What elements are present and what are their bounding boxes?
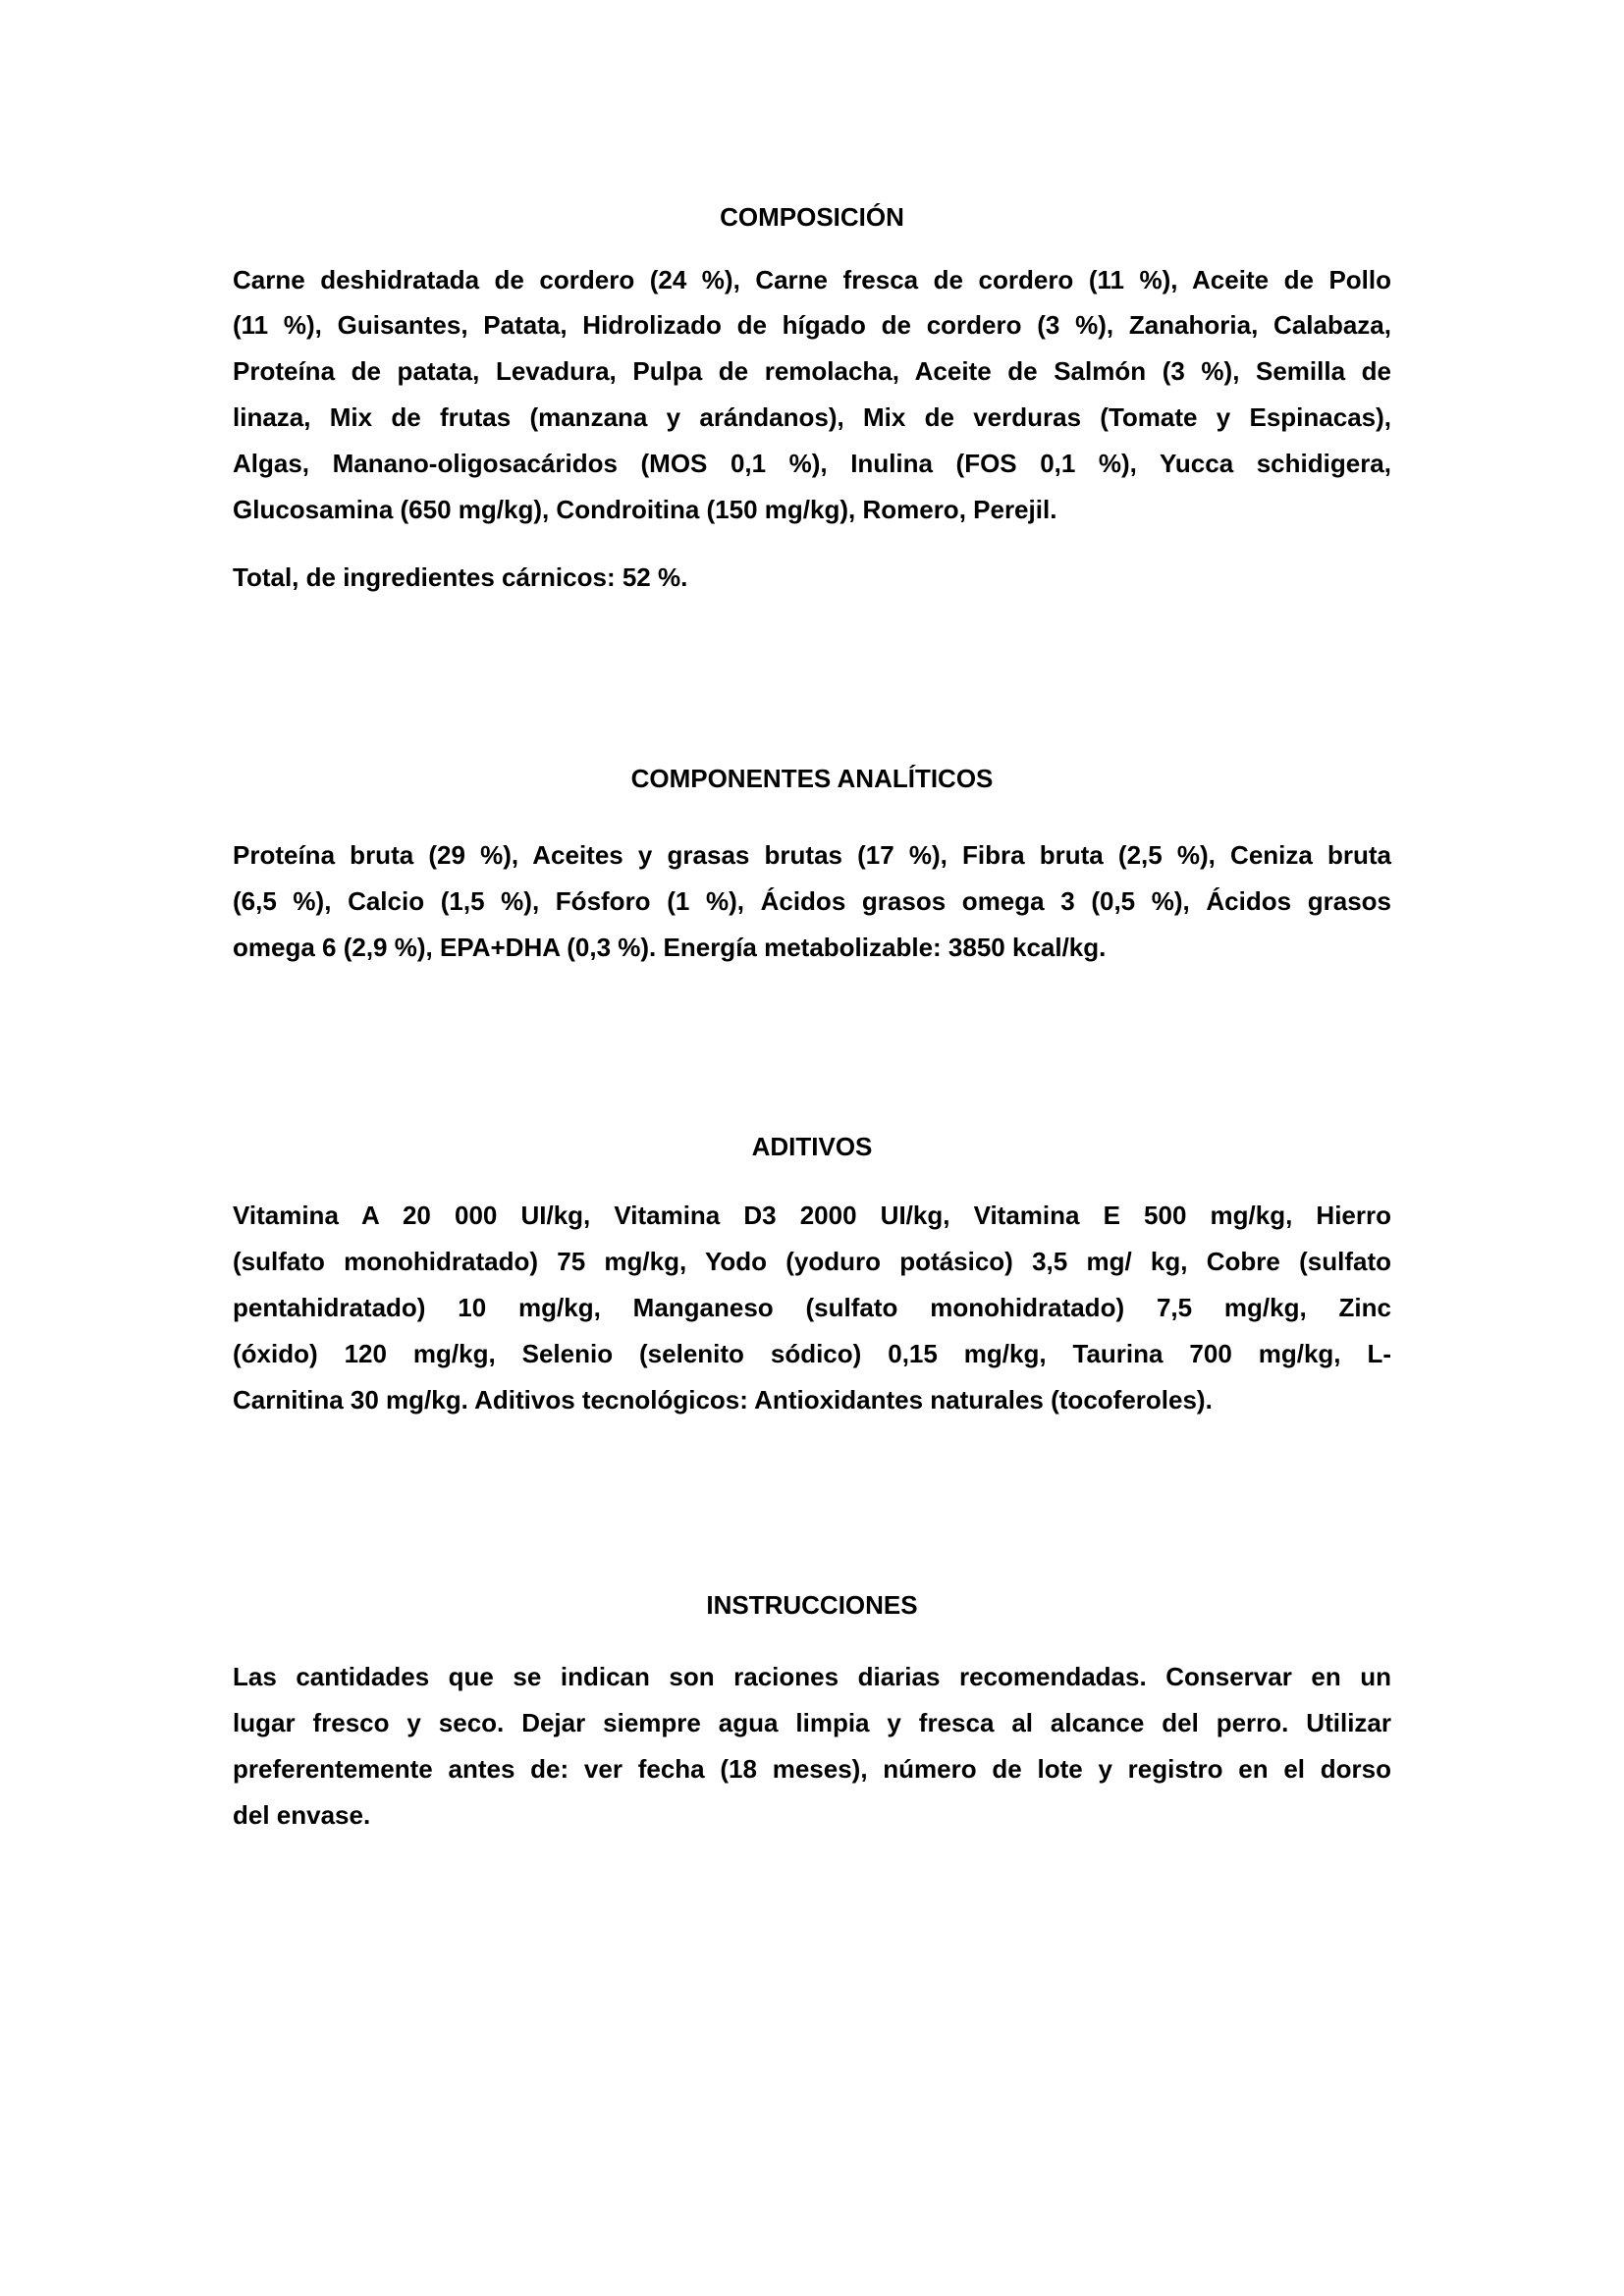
paragraph-line: Carnitina 30 mg/kg. Aditivos tecnológicos: Antioxidantes naturales (tocoferoles).: [233, 1385, 1213, 1415]
paragraph-line: Algas, Manano-oligosacáridos (MOS 0,1 %), Inulina (FOS 0,1 %), Yucca schidigera,: [233, 449, 1391, 478]
paragraph-line: del envase.: [233, 1800, 371, 1830]
paragraph-line: Vitamina A 20 000 UI/kg, Vitamina D3 2000 UI/kg, Vitamina E 500 mg/kg, Hierro: [233, 1201, 1391, 1230]
section-heading-componentes-analiticos: COMPONENTES ANALÍTICOS: [630, 764, 994, 793]
paragraph-line: linaza, Mix de frutas (manzana y arándanos), Mix de verduras (Tomate y Espinacas),: [233, 402, 1391, 432]
paragraph-line: Proteína de patata, Levadura, Pulpa de remolacha, Aceite de Salmón (3 %), Semilla de: [233, 356, 1391, 386]
paragraph-line: Carne deshidratada de cordero (24 %), Carne fresca de cordero (11 %), Aceite de Pollo: [233, 265, 1391, 294]
paragraph-line: omega 6 (2,9 %), EPA+DHA (0,3 %). Energía metabolizable: 3850 kcal/kg.: [233, 933, 1107, 962]
paragraph-line: preferentemente antes de: ver fecha (18 meses), número de lote y registro en el dorso: [233, 1754, 1391, 1784]
paragraph-line: Proteína bruta (29 %), Aceites y grasas brutas (17 %), Fibra bruta (2,5 %), Ceniza bruta: [233, 840, 1391, 870]
paragraph-line: (6,5 %), Calcio (1,5 %), Fósforo (1 %), Ácidos grasos omega 3 (0,5 %), Ácidos grasos: [233, 886, 1391, 916]
paragraph-line: (sulfato monohidratado) 75 mg/kg, Yodo (yoduro potásico) 3,5 mg/ kg, Cobre (sulfato: [233, 1247, 1391, 1276]
section-heading-aditivos: ADITIVOS: [751, 1132, 873, 1161]
paragraph-line: (óxido) 120 mg/kg, Selenio (selenito sódico) 0,15 mg/kg, Taurina 700 mg/kg, L-: [233, 1339, 1391, 1368]
paragraph-line: lugar fresco y seco. Dejar siempre agua limpia y fresca al alcance del perro. Utilizar: [233, 1708, 1391, 1737]
paragraph-line: Las cantidades que se indican son raciones diarias recomendadas. Conservar en un: [233, 1662, 1391, 1691]
paragraph-line: (11 %), Guisantes, Patata, Hidrolizado de hígado de cordero (3 %), Zanahoria, Calabaza,: [233, 310, 1391, 340]
section-heading-composicion: COMPOSICIÓN: [720, 202, 904, 232]
paragraph-line-total: Total, de ingredientes cárnicos: 52 %.: [233, 562, 688, 592]
paragraph-line: Glucosamina (650 mg/kg), Condroitina (150 mg/kg), Romero, Perejil.: [233, 495, 1057, 524]
section-heading-instrucciones: INSTRUCCIONES: [706, 1590, 918, 1620]
paragraph-line: pentahidratado) 10 mg/kg, Manganeso (sulfato monohidratado) 7,5 mg/kg, Zinc: [233, 1293, 1391, 1322]
